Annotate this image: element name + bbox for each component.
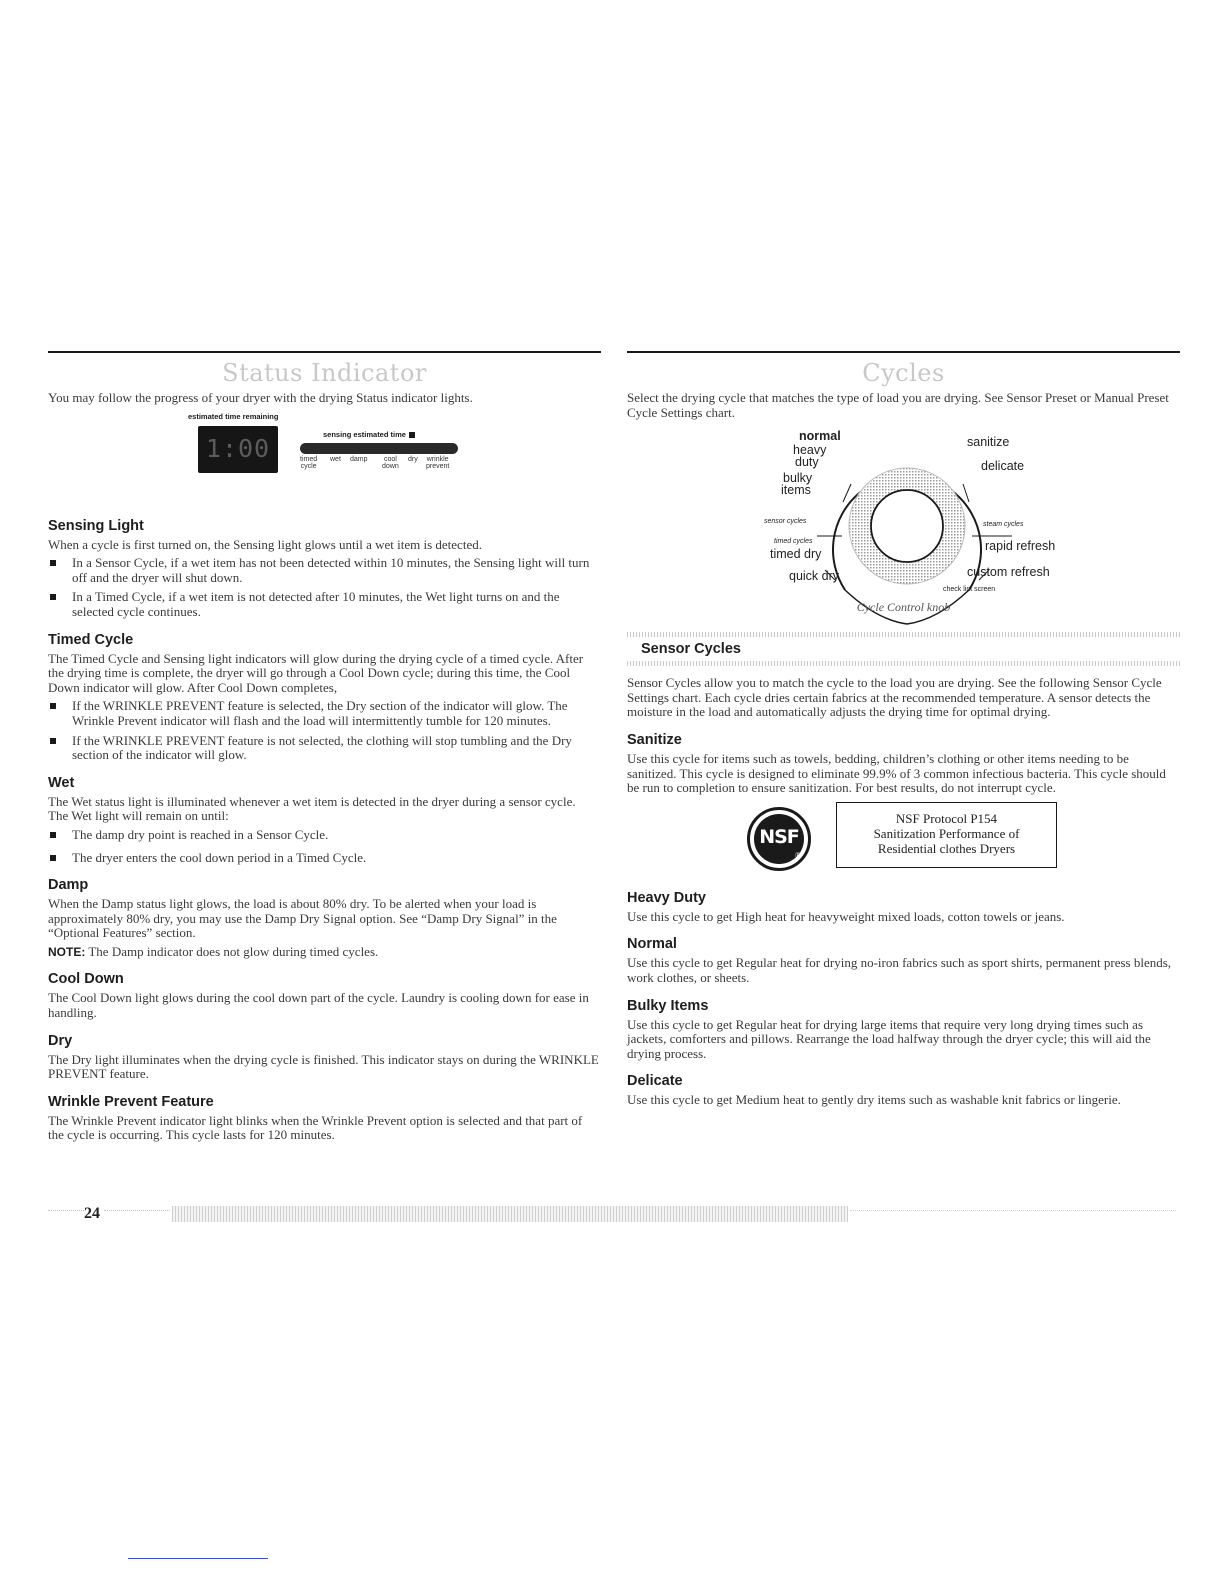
- stage-label-damp: damp: [350, 455, 368, 463]
- list-item: If the WRINKLE PREVENT feature is not selected, the clothing will stop tumbling and the Dry section of the indicator will glow.: [48, 734, 601, 763]
- nsf-box-line: Residential clothes Dryers: [877, 840, 1016, 856]
- timed-cycle-list: [48, 699, 601, 762]
- damp-note: [48, 945, 601, 960]
- sensing-light-list: [48, 556, 601, 619]
- timed-cycle-text: The Timed Cycle and Sensing light indicators will glow during the drying cycle of a timed cycle. After the drying time is complete, the dryer will go through a Cool Down cycle; during this time, the Cool Down indicator will glow. After Cool Down completes,: [48, 650, 584, 695]
- sensing-light-heading: Sensing Light: [48, 517, 144, 534]
- footer-bar: [172, 1206, 848, 1222]
- bulky-items-heading: Bulky Items: [627, 997, 709, 1014]
- timed-cycle-heading: Timed Cycle: [48, 631, 134, 648]
- wet-text-until: The Wet light will remain on until:: [48, 808, 229, 824]
- delicate-text: Use this cycle to get Medium heat to gently dry items such as washable knit fabrics or lingerie.: [627, 1092, 1121, 1108]
- sanitize-heading: Sanitize: [627, 731, 682, 748]
- nsf-box-line: NSF Protocol P154: [895, 810, 998, 826]
- cycles-section: [627, 351, 1180, 1108]
- footer-rule: [850, 1210, 1176, 1211]
- stage-label-wrinkle-prevent: wrinkle prevent: [426, 455, 450, 471]
- list-item: The dryer enters the cool down period in a Timed Cycle.: [48, 851, 601, 866]
- sensor-cycles-heading: Sensor Cycles: [641, 641, 741, 658]
- page-number: 24: [84, 1205, 100, 1222]
- wet-list: [48, 828, 601, 865]
- cool-down-text: The Cool Down light glows during the cool down part of the cycle. Laundry is cooling down for ease in handling.: [48, 990, 589, 1021]
- dial-label-check-lint-screen: check lint screen: [943, 586, 996, 594]
- sensing-dot-icon: [409, 432, 415, 438]
- registered-mark: ®: [794, 850, 801, 860]
- sensor-cycles-band: [627, 632, 1180, 666]
- nsf-certification: [627, 802, 1180, 882]
- sensor-cycles-text: Sensor Cycles allow you to match the cycle to the load you are drying. See the following Sensor Cycle Settings chart. Each cycle dries certain fabrics at the recommended temperature. A sensor detects the moisture in the load and automatically adjusts the drying time for optimal drying.: [627, 675, 1162, 720]
- dry-text: The Dry light illuminates when the drying cycle is finished. This indicator stays on during the WRINKLE PREVENT feature.: [48, 1051, 599, 1082]
- dial-label-rapid-refresh: rapid refresh: [985, 539, 1056, 554]
- wet-heading: Wet: [48, 774, 75, 791]
- footer-rule: [48, 1210, 84, 1211]
- dial-label-sanitize: sanitize: [967, 435, 1010, 450]
- dial-label-normal: normal: [799, 429, 841, 444]
- sensing-label: sensing estimated time: [323, 430, 415, 439]
- wet-text: The Wet status light is illuminated whenever a wet item is detected in the dryer during a sensor cycle.: [48, 793, 576, 809]
- dial-label-delicate: delicate: [981, 459, 1025, 474]
- bottom-link-line: [128, 1558, 268, 1559]
- nsf-protocol-box: [836, 802, 1057, 868]
- list-item: The damp dry point is reached in a Sensor Cycle.: [48, 828, 601, 843]
- wrinkle-prevent-heading: Wrinkle Prevent Feature: [48, 1093, 214, 1110]
- note-text: The Damp indicator does not glow during timed cycles.: [85, 943, 379, 959]
- nsf-box-line: Sanitization Performance of: [873, 825, 1020, 841]
- stage-label-timed-cycle: timed cycle: [300, 455, 318, 471]
- dial-label-quick-dry: quick dry: [789, 569, 840, 584]
- damp-text: When the Damp status light glows, the load is about 80% dry. To be alerted when your load is approximately 80% dry, you may use the Damp Dry Signal option. See “Damp Dry Signal” in the “Optional Features” section.: [48, 896, 557, 941]
- heavy-duty-heading: Heavy Duty: [627, 889, 706, 906]
- list-item: In a Sensor Cycle, if a wet item has not been detected within 10 minutes, the Sensing light will turn off and the dryer will shut down.: [48, 556, 601, 585]
- dial-label-custom-refresh: custom refresh: [967, 565, 1050, 580]
- dial-label-sensor-cycles: sensor cycles: [764, 518, 807, 526]
- status-indicator-section: [48, 351, 601, 1143]
- footer-rule: [104, 1210, 170, 1211]
- section-rule: [48, 351, 601, 353]
- dial-label-heavy: heavy: [793, 443, 827, 458]
- stage-label-dry: dry: [408, 455, 418, 463]
- status-panel: [48, 406, 601, 492]
- bulky-items-text: Use this cycle to get Regular heat for drying large items that require very long drying times such as jackets, comforters and pillows. Rearrange the load halfway through the dryer cycle; this will aid the drying process.: [627, 1016, 1151, 1061]
- dial-label-items: items: [781, 483, 811, 498]
- knob-center: [871, 490, 943, 562]
- time-display: [198, 426, 278, 473]
- dial-label-timed-dry: timed dry: [770, 547, 822, 562]
- damp-heading: Damp: [48, 877, 89, 894]
- intro-text: Select the drying cycle that matches the type of load you are drying. See Sensor Preset or Manual Preset Cycle Settings chart.: [627, 390, 1169, 420]
- list-item: In a Timed Cycle, if a wet item is not detected after 10 minutes, the Wet light turns on and the selected cycle continues.: [48, 590, 601, 619]
- sensing-light-text: When a cycle is first turned on, the Sensing light glows until a wet item is detected.: [48, 536, 482, 552]
- section-rule: [627, 351, 1180, 353]
- stage-label-wet: wet: [330, 455, 341, 463]
- intro-text: You may follow the progress of your dryer with the drying Status indicator lights.: [48, 390, 473, 405]
- time-display-value: 1:00: [205, 433, 271, 463]
- section-title: Status Indicator: [222, 359, 427, 387]
- status-light-bar: [300, 443, 458, 454]
- stage-label-cool-down: cool down: [382, 455, 399, 471]
- heavy-duty-text: Use this cycle to get High heat for heavyweight mixed loads, cotton towels or jeans.: [627, 908, 1065, 924]
- dial-label-steam-cycles: steam cycles: [983, 521, 1024, 529]
- dial-label-timed-cycles: timed cycles: [774, 538, 813, 546]
- figure-caption: Cycle Control knob: [856, 600, 951, 615]
- cool-down-heading: Cool Down: [48, 971, 124, 988]
- normal-heading: Normal: [627, 936, 677, 953]
- normal-text: Use this cycle to get Regular heat for drying no-iron fabrics such as sport shirts, permanent press blends, work clothes, or sheets.: [627, 955, 1172, 985]
- section-title: Cycles: [862, 359, 945, 387]
- note-label: NOTE:: [48, 944, 86, 959]
- estimated-time-label: estimated time remaining: [188, 411, 279, 421]
- nsf-logo-text: NSF: [759, 825, 799, 848]
- sanitize-text: Use this cycle for items such as towels, bedding, children’s clothing or other items needing to be sanitized. This cycle is designed to eliminate 99.9% of 3 common infectious bacteria. This cycle should be run to completion to ensure sanitization. For best results, do not interrupt cycle.: [627, 750, 1166, 796]
- delicate-heading: Delicate: [627, 1073, 683, 1090]
- nsf-logo-icon: [747, 807, 811, 871]
- cycle-control-knob-figure: [627, 420, 1180, 652]
- dial-label-bulky: bulky: [783, 471, 813, 486]
- list-item: If the WRINKLE PREVENT feature is selected, the Dry section of the indicator will glow. The Wrinkle Prevent indicator will flash and the load will intermittently tumble for 120 minutes.: [48, 699, 601, 728]
- dial-label-duty: duty: [795, 455, 819, 470]
- wrinkle-prevent-text: The Wrinkle Prevent indicator light blinks when the Wrinkle Prevent option is selected and that part of the cycle is occurring. This cycle lasts for 120 minutes.: [48, 1112, 583, 1143]
- dry-heading: Dry: [48, 1032, 73, 1049]
